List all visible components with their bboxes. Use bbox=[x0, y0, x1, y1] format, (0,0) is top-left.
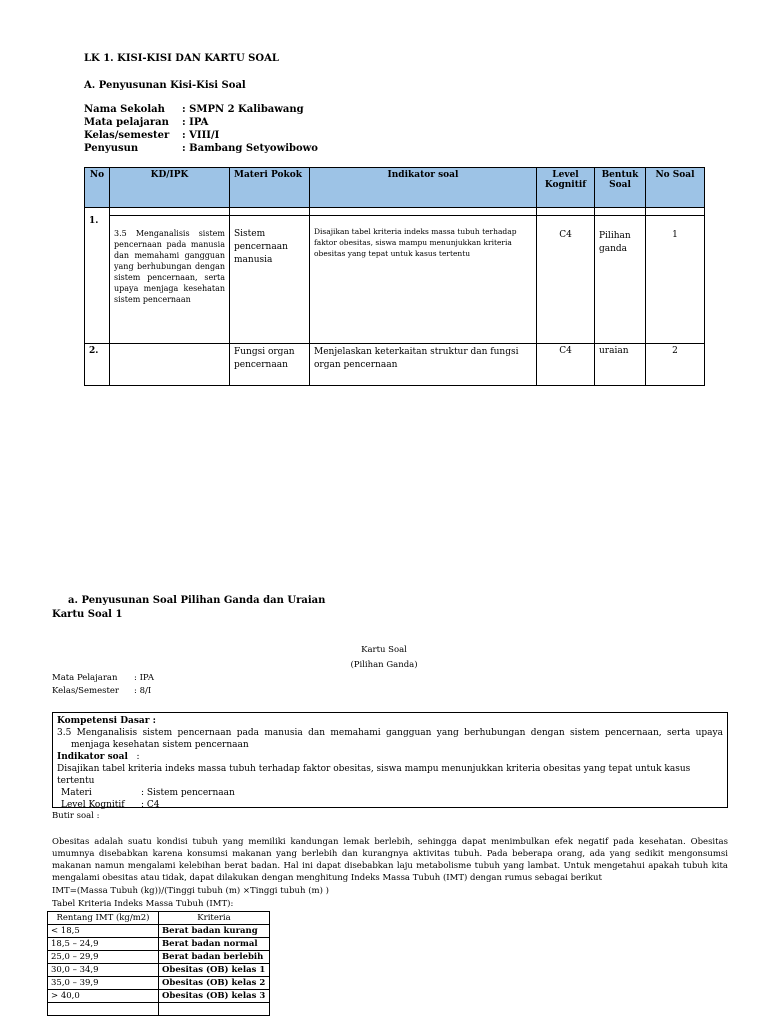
kompetensi-box bbox=[52, 712, 728, 808]
kisi-kisi-table bbox=[84, 167, 705, 386]
col-header-bentuk: Bentuk Soal bbox=[595, 168, 646, 208]
info-label: Nama Sekolah bbox=[84, 104, 165, 115]
card-title: Kartu Soal bbox=[361, 645, 407, 655]
table-row bbox=[85, 216, 705, 344]
info-label: Kelas/semester bbox=[84, 130, 170, 141]
imt-range: 35,0 – 39,9 bbox=[48, 977, 159, 990]
table-row bbox=[48, 925, 270, 938]
imt-criteria: Obesitas (OB) kelas 2 bbox=[159, 977, 270, 990]
col-header-materi: Materi Pokok bbox=[230, 168, 310, 208]
card-info-value: : IPA bbox=[134, 673, 155, 683]
imt-range: 18,5 – 24,9 bbox=[48, 938, 159, 951]
kd-text: 3.5 Menganalisis sistem pencernaan pada manusia dan memahami gangguan yang berhubungan dengan sistem pencernaan, serta upaya menjaga kesehatan sistem pencernaan bbox=[57, 728, 723, 750]
card-subtitle: (Pilihan Ganda) bbox=[350, 660, 418, 670]
imt-header-row bbox=[48, 912, 270, 925]
imt-col-header-range: Rentang IMT (kg/m2) bbox=[48, 912, 159, 925]
imt-formula: IMT=(Massa Tubuh (kg))/(Tinggi tubuh (m) ×Tinggi tubuh (m) ) bbox=[52, 886, 329, 896]
info-value: : SMPN 2 Kalibawang bbox=[182, 104, 304, 115]
table-header-row bbox=[85, 168, 705, 208]
col-header-nosoal: No Soal bbox=[646, 168, 705, 208]
card-info-class bbox=[52, 686, 151, 696]
info-value: : VIII/I bbox=[182, 130, 220, 141]
indikator-text: Disajikan tabel kriteria indeks massa tubuh terhadap faktor obesitas, siswa mampu menunjukkan kriteria obesitas yang tepat untuk kasus tertentu bbox=[57, 764, 691, 786]
table-row bbox=[48, 1003, 270, 1016]
info-row-subject bbox=[84, 117, 208, 128]
materi-label: Materi bbox=[61, 788, 92, 798]
imt-range: < 18,5 bbox=[48, 925, 159, 938]
question-paragraph: Obesitas adalah suatu kondisi tubuh yang memiliki kandungan lemak berlebih, sehingga dapat menimbulkan efek negatif pada kesehatan. Obesitas umumnya disebabkan karena konsumsi makanan yang berlebih dan kurangnya aktivitas tubuh. Pada beberapa orang, ada yang sedikit mengonsumsi makanan namun mengalami kelebihan berat badan. Hal ini dapat disebabkan laju metabolisme tubuh yang lambat. Untuk mengetahui apakah tubuh kita mengalami obesitas atau tidak, dapat dilakukan dengan menghitung Indeks Massa Tubuh (IMT) dengan rumus sebagai berikut bbox=[52, 837, 728, 883]
cell-indikator: Disajikan tabel kriteria indeks massa tubuh terhadap faktor obesitas, siswa mampu menunjukkan kriteria obesitas yang tepat untuk kasus tertentu bbox=[310, 216, 537, 344]
card-info-value: : 8/I bbox=[134, 686, 152, 696]
info-value: : Bambang Setyowibowo bbox=[182, 143, 318, 154]
cell-kd bbox=[110, 344, 230, 386]
table-row bbox=[48, 938, 270, 951]
cell-indikator: Menjelaskan keterkaitan struktur dan fungsi organ pencernaan bbox=[310, 344, 537, 386]
table-row bbox=[48, 964, 270, 977]
imt-table-title: Tabel Kriteria Indeks Massa Tubuh (IMT): bbox=[52, 899, 234, 909]
table-row bbox=[48, 951, 270, 964]
imt-criteria: Obesitas (OB) kelas 3 bbox=[159, 990, 270, 1003]
cell-nosoal: 1 bbox=[646, 216, 705, 344]
kartu-soal-label: Kartu Soal 1 bbox=[52, 609, 123, 620]
table-row bbox=[85, 344, 705, 386]
table-row bbox=[48, 977, 270, 990]
level-row bbox=[57, 799, 723, 811]
cell-no: 1. bbox=[85, 216, 110, 344]
kd-label: Kompetensi Dasar : bbox=[57, 716, 156, 726]
kd-text: 3.5 Menganalisis sistem pencernaan pada manusia dan memahami gangguan yang berhubungan dengan sistem pencernaan, serta upaya menjaga kesehatan sistem pencernaan bbox=[114, 229, 225, 304]
level-value: : C4 bbox=[141, 800, 160, 810]
table-spacer-row bbox=[85, 208, 705, 216]
materi-value: : Sistem pencernaan bbox=[141, 788, 235, 798]
imt-col-header-criteria: Kriteria bbox=[159, 912, 270, 925]
imt-criteria: Obesitas (OB) kelas 1 bbox=[159, 964, 270, 977]
indikator-label: Indikator soal bbox=[57, 752, 128, 762]
cell-level: C4 bbox=[537, 216, 595, 344]
materi-row bbox=[57, 787, 723, 799]
cell-bentuk: Pilihan ganda bbox=[595, 216, 646, 344]
imt-range: 30,0 – 34,9 bbox=[48, 964, 159, 977]
info-label: Mata pelajaran bbox=[84, 117, 169, 128]
card-info-subject bbox=[52, 673, 154, 683]
info-value: : IPA bbox=[182, 117, 209, 128]
indikator-row: Indikator soal : bbox=[57, 752, 140, 762]
imt-criteria: Berat badan normal bbox=[159, 938, 270, 951]
imt-range: 25,0 – 29,9 bbox=[48, 951, 159, 964]
imt-table bbox=[47, 911, 270, 1016]
col-header-kd: KD/IPK bbox=[110, 168, 230, 208]
section-a-heading: A. Penyusunan Kisi-Kisi Soal bbox=[84, 80, 246, 91]
imt-criteria: Berat badan kurang bbox=[159, 925, 270, 938]
info-row-class bbox=[84, 130, 219, 141]
imt-range: > 40,0 bbox=[48, 990, 159, 1003]
cell-materi: Fungsi organ pencernaan bbox=[230, 344, 310, 386]
cell-kd bbox=[110, 216, 230, 344]
info-row-author bbox=[84, 143, 318, 154]
butir-soal-label: Butir soal : bbox=[52, 811, 100, 821]
card-info-label: Kelas/Semester bbox=[52, 686, 119, 696]
card-info-label: Mata Pelajaran bbox=[52, 673, 118, 683]
cell-nosoal: 2 bbox=[646, 344, 705, 386]
col-header-no: No bbox=[85, 168, 110, 208]
section-b-heading: a. Penyusunan Soal Pilihan Ganda dan Uraian bbox=[68, 595, 326, 606]
level-label: Level Kognitif bbox=[61, 800, 125, 810]
info-row-school bbox=[84, 104, 304, 115]
info-label: Penyusun bbox=[84, 143, 139, 154]
cell-materi: Sistem pencernaan manusia bbox=[230, 216, 310, 344]
imt-criteria: Berat badan berlebih bbox=[159, 951, 270, 964]
cell-level: C4 bbox=[537, 344, 595, 386]
cell-bentuk: uraian bbox=[595, 344, 646, 386]
cell-no: 2. bbox=[85, 344, 110, 386]
table-row bbox=[48, 990, 270, 1003]
document-title: LK 1. KISI-KISI DAN KARTU SOAL bbox=[84, 53, 279, 64]
col-header-level: Level Kognitif bbox=[537, 168, 595, 208]
col-header-indikator: Indikator soal bbox=[310, 168, 537, 208]
